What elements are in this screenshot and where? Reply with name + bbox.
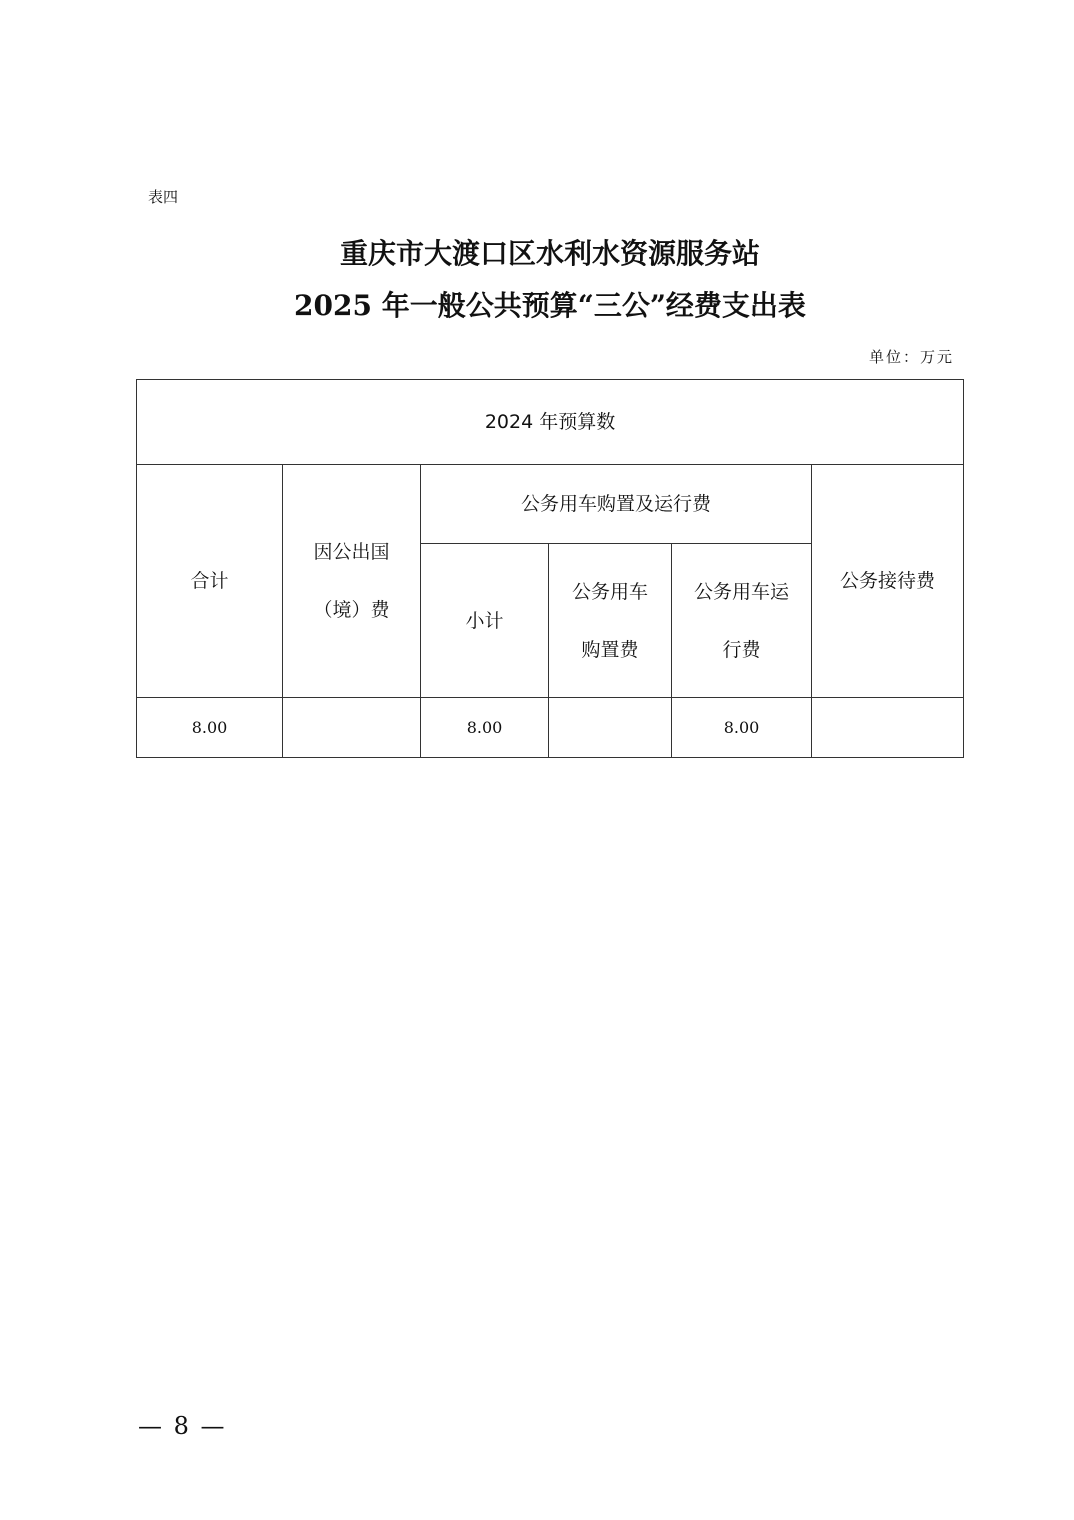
cell-vehicle-operation: 8.00 — [672, 698, 812, 758]
header-abroad-line2: （境）费 — [313, 599, 390, 621]
cell-reception — [812, 698, 964, 758]
table-label: 表四 — [148, 188, 179, 206]
header-reception: 公务接待费 — [812, 465, 964, 698]
header-abroad — [283, 465, 421, 698]
header-vehicle-operation-line2: 行费 — [722, 638, 761, 661]
title-line-1: 重庆市大渡口区水利水资源服务站 — [339, 237, 760, 270]
header-subtotal: 小计 — [421, 544, 549, 698]
header-vehicle-purchase-line1: 公务用车 — [571, 580, 648, 603]
header-abroad-line1: 因公出国 — [313, 541, 390, 563]
cell-subtotal: 8.00 — [421, 698, 549, 758]
page-number: — 8 — — [138, 1412, 227, 1440]
header-vehicle-operation-line1: 公务用车运 — [693, 580, 789, 603]
cell-abroad — [283, 698, 421, 758]
table-row — [137, 698, 964, 758]
header-budget-year: 2024 年预算数 — [137, 380, 964, 465]
header-total: 合计 — [137, 465, 283, 698]
title-line-2: 2025 年一般公共预算“三公”经费支出表 — [294, 289, 806, 322]
three-public-expenses-table — [136, 379, 964, 758]
unit-label: 单位：万元 — [868, 348, 954, 366]
cell-vehicle-purchase — [549, 698, 672, 758]
header-vehicle-operation — [672, 544, 812, 698]
header-vehicle-group: 公务用车购置及运行费 — [421, 465, 812, 544]
header-vehicle-purchase-line2: 购置费 — [581, 638, 639, 661]
header-vehicle-purchase — [549, 544, 672, 698]
cell-total: 8.00 — [137, 698, 283, 758]
